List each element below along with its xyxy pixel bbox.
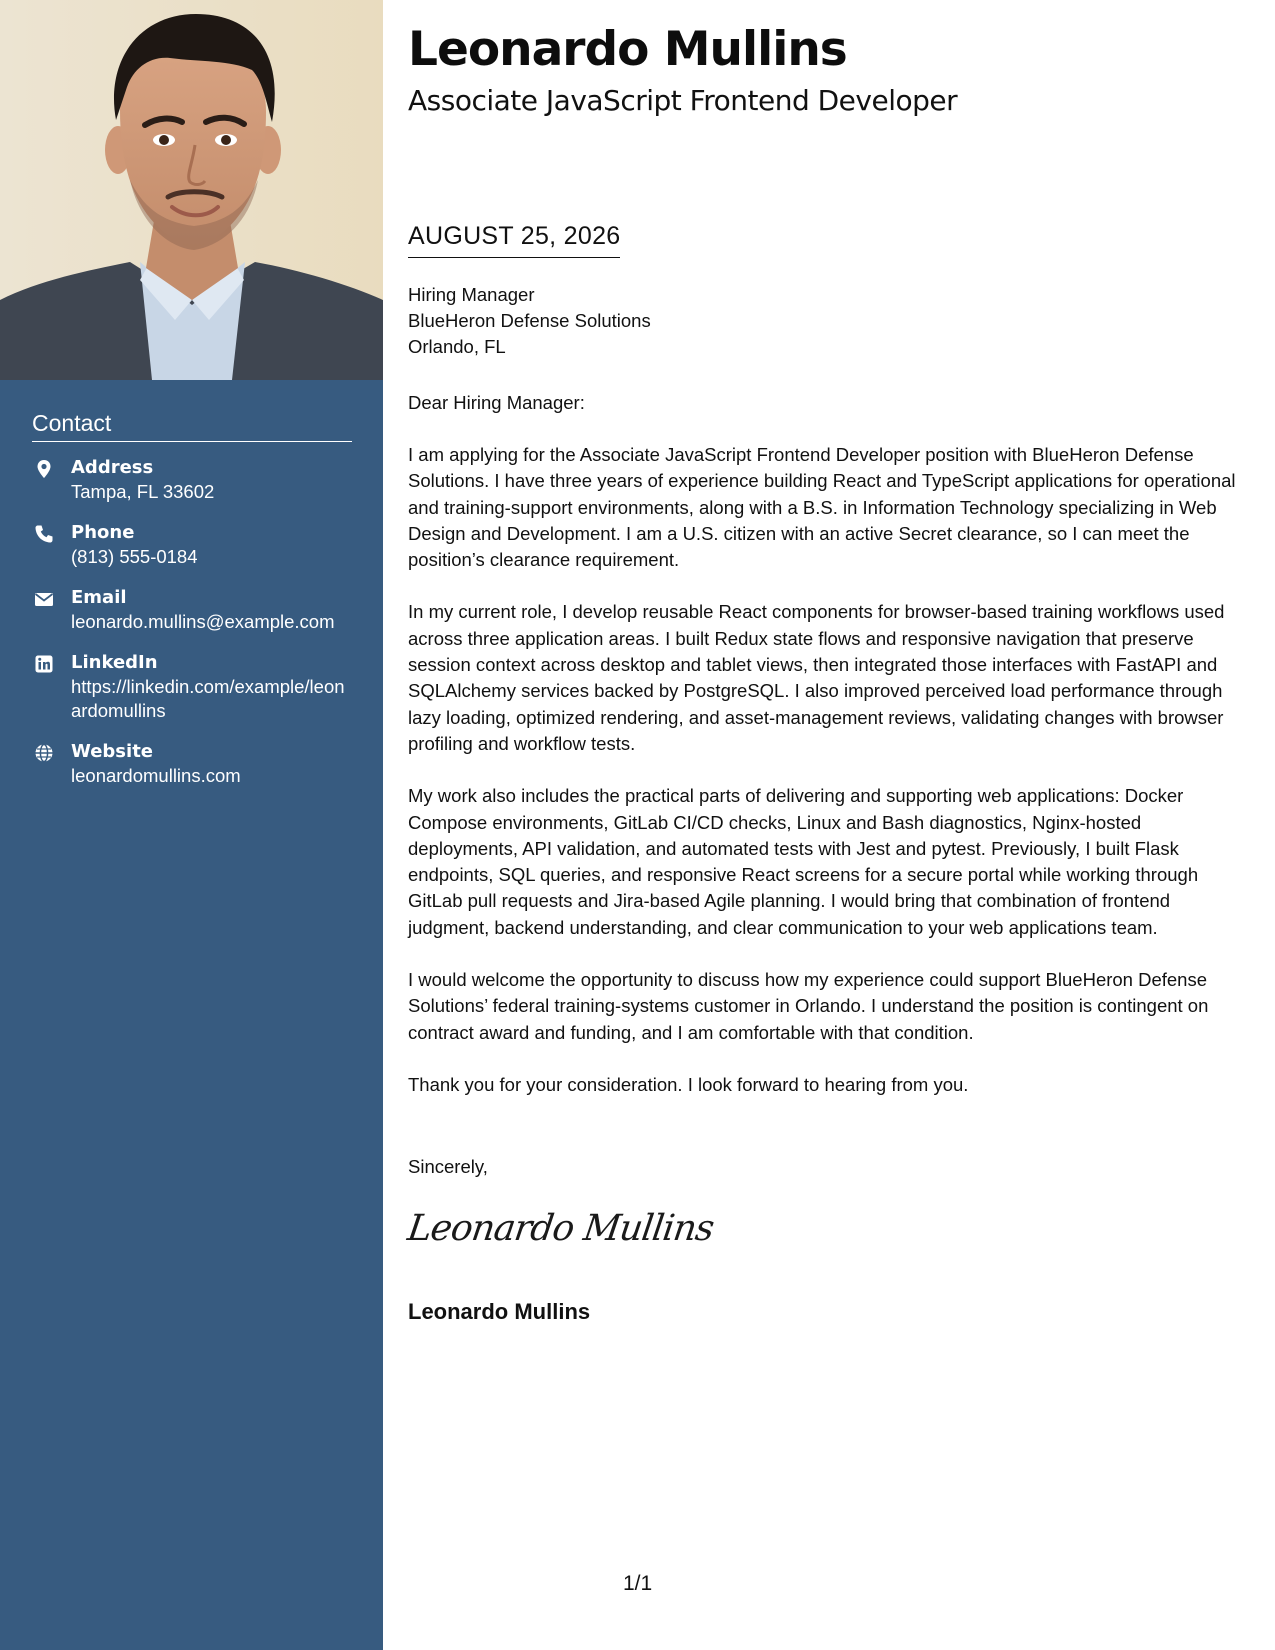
profile-photo xyxy=(0,0,383,380)
letter-body xyxy=(408,442,1253,1124)
globe-icon xyxy=(34,743,54,763)
body-paragraph: Thank you for your consideration. I look forward to hearing from you. xyxy=(408,1073,969,1095)
email-value[interactable]: leonardo.mullins@example.com xyxy=(71,611,335,632)
email-label: Email xyxy=(71,587,127,608)
sidebar xyxy=(0,0,383,1650)
contact-email xyxy=(32,586,352,634)
contact-phone xyxy=(32,521,352,569)
phone-label: Phone xyxy=(71,522,135,543)
applicant-name: Leonardo Mullins xyxy=(408,22,847,77)
contact-linkedin xyxy=(32,651,352,723)
website-label: Website xyxy=(71,741,154,762)
body-paragraph: In my current role, I develop reusable React components for browser-based training workflows used across three application areas. I built Redux state flows and responsive navigation that preserve session context across desktop and tablet views, then integrated those interfaces with FastAPI and SQLAlchemy services backed by PostgreSQL. I also improved perceived load performance through lazy loading, optimized rendering, and asset-management reviews, validating changes with browser profiling and workflow tests. xyxy=(408,601,1225,754)
linkedin-value[interactable]: https://linkedin.com/example/leonardomullins xyxy=(71,676,345,721)
recipient-line: Hiring Manager xyxy=(408,284,535,305)
contact-address xyxy=(32,456,352,504)
linkedin-icon xyxy=(34,654,54,674)
body-paragraph: I am applying for the Associate JavaScript Frontend Developer position with BlueHeron Defense Solutions. I have three years of experience building React and TypeScript applications for operational and training-support environments, along with a B.S. in Information Technology specializing in Web Design and Development. I am a U.S. citizen with an active Secret clearance, so I can meet the position’s clearance requirement. xyxy=(408,444,1236,571)
address-value: Tampa, FL 33602 xyxy=(71,481,215,502)
contact-website xyxy=(32,740,352,788)
applicant-title: Associate JavaScript Frontend Developer xyxy=(408,84,958,117)
address-label: Address xyxy=(71,457,154,478)
salutation: Dear Hiring Manager: xyxy=(408,392,585,413)
recipient-company: BlueHeron Defense Solutions xyxy=(408,310,651,331)
contact-heading: Contact xyxy=(32,410,352,442)
closing: Sincerely, xyxy=(408,1156,488,1177)
signature: Leonardo Mullins xyxy=(405,1208,717,1249)
body-paragraph: I would welcome the opportunity to discuss how my experience could support BlueHeron Defense Solutions’ federal training-systems customer in Orlando. I understand the position is contingent on contract award and funding, and I am comfortable with that condition. xyxy=(408,969,1209,1043)
phone-value: (813) 555-0184 xyxy=(71,546,198,567)
website-value[interactable]: leonardomullins.com xyxy=(71,765,241,786)
page-number: 1/1 xyxy=(623,1572,653,1595)
recipient-block xyxy=(408,282,651,360)
body-paragraph: My work also includes the practical parts of delivering and supporting web applications: Docker Compose environments, GitLab CI/CD checks, Linux and Bash diagnostics, Nginx-hosted deployments, API validation, and automated tests with Jest and pytest. Previously, I built Flask endpoints, SQL queries, and responsive React screens for a secure portal while working through GitLab pull requests and Jira-based Agile planning. I would bring that combination of frontend judgment, backend understanding, and clear communication to your web applications team. xyxy=(408,785,1199,938)
contact-section xyxy=(32,410,352,805)
letter-date: AUGUST 25, 2026 xyxy=(408,222,620,258)
recipient-location: Orlando, FL xyxy=(408,336,506,357)
map-pin-icon xyxy=(34,459,54,479)
phone-icon xyxy=(34,524,54,544)
envelope-icon xyxy=(34,589,54,609)
signed-name: Leonardo Mullins xyxy=(408,1299,591,1324)
linkedin-label: LinkedIn xyxy=(71,652,158,673)
